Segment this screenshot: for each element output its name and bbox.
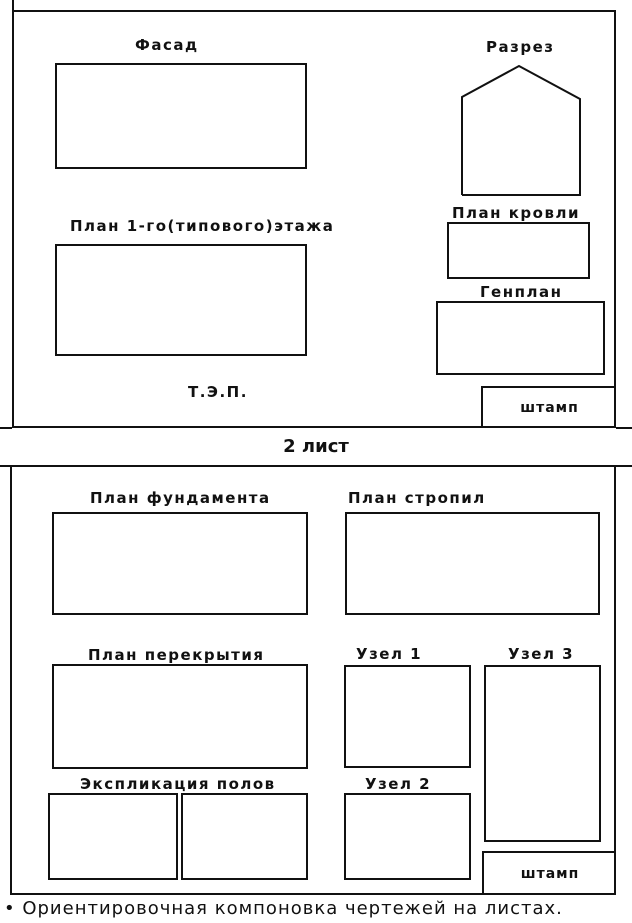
figure-caption: • Ориентировочная компоновка чертежей на листах. bbox=[4, 898, 563, 919]
rafter-plan-label: План стропил bbox=[348, 489, 486, 507]
site-plan-label: Генплан bbox=[480, 283, 563, 301]
roof-plan-label: План кровли bbox=[452, 204, 580, 222]
facade-label: Фасад bbox=[135, 36, 199, 54]
sheet-2-title: 2 лист bbox=[283, 436, 349, 457]
node-3-label: Узел 3 bbox=[508, 645, 575, 663]
floor-slab-plan-label: План перекрытия bbox=[88, 646, 265, 664]
stamp-2: штамп bbox=[482, 851, 616, 895]
tick bbox=[616, 427, 632, 429]
tick bbox=[616, 465, 632, 467]
node-1-box bbox=[344, 665, 471, 768]
node-3-box bbox=[484, 665, 601, 842]
roof-plan-box bbox=[447, 222, 590, 279]
foundation-plan-box bbox=[52, 512, 308, 615]
floor-plan-label: План 1-го(типового)этажа bbox=[70, 217, 335, 235]
node-2-label: Узел 2 bbox=[365, 775, 432, 793]
tep-label: Т.Э.П. bbox=[188, 383, 248, 401]
tick bbox=[12, 0, 14, 10]
floor-explication-box-left bbox=[48, 793, 178, 880]
site-plan-box bbox=[436, 301, 605, 375]
floor-explication-label: Экспликация полов bbox=[80, 775, 276, 793]
stamp-1: штамп bbox=[481, 386, 616, 428]
rafter-plan-box bbox=[345, 512, 600, 615]
tick bbox=[0, 427, 12, 429]
tick bbox=[0, 465, 10, 467]
floor-plan-box bbox=[55, 244, 307, 356]
node-2-box bbox=[344, 793, 471, 880]
floor-slab-plan-box bbox=[52, 664, 308, 769]
section-label: Разрез bbox=[486, 38, 555, 56]
node-1-label: Узел 1 bbox=[356, 645, 423, 663]
foundation-plan-label: План фундамента bbox=[90, 489, 271, 507]
floor-explication-box-right bbox=[181, 793, 308, 880]
